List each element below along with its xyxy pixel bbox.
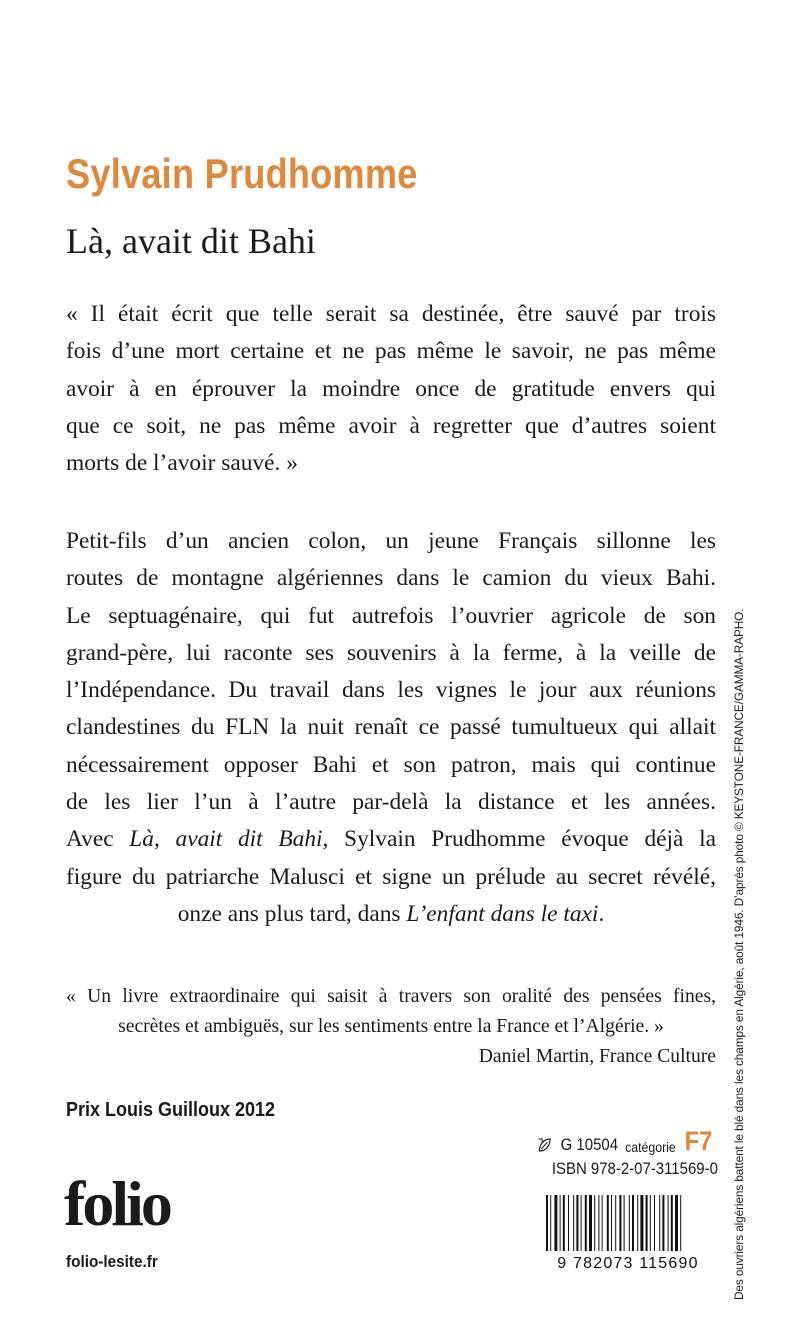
book-summary <box>66 523 716 933</box>
summary-line <box>66 821 716 858</box>
barcode-bar <box>646 1195 648 1251</box>
barcode-bar <box>602 1195 603 1251</box>
summary-line: de les lier l’un à l’autre par-delà la distance et les années. <box>66 789 716 816</box>
barcode-bar <box>629 1195 630 1251</box>
press-review <box>66 982 716 1072</box>
barcode-bar <box>619 1195 621 1251</box>
barcode <box>540 1193 716 1271</box>
summary-text: onze ans plus tard, dans <box>177 900 407 927</box>
title-reference: Là, avait dit Bahi <box>129 826 323 853</box>
opening-quote <box>66 296 716 482</box>
barcode-bar <box>573 1195 574 1251</box>
summary-text: . <box>598 900 605 927</box>
barcode-bar <box>554 1195 557 1251</box>
barcode-bar <box>568 1195 569 1251</box>
isbn: ISBN 978-2-07-311569-0 <box>551 1159 718 1178</box>
summary-line: routes de montagne algériennes dans le camion du vieux Bahi. <box>66 565 716 592</box>
website-link[interactable]: folio-lesite.fr <box>66 1252 158 1271</box>
catalog-code: G 10504 <box>560 1135 619 1154</box>
barcode-bar <box>611 1195 612 1251</box>
category-code: F7 <box>684 1126 713 1156</box>
barcode-bar <box>654 1195 655 1251</box>
barcode-bar <box>624 1195 625 1251</box>
barcode-bar <box>550 1195 551 1251</box>
barcode-bar <box>659 1195 660 1251</box>
summary-line <box>66 896 716 933</box>
catalog-codes <box>536 1128 718 1179</box>
barcode-bar <box>598 1195 599 1251</box>
barcode-bar <box>662 1195 664 1251</box>
summary-text: Avec <box>66 826 130 853</box>
barcode-bar <box>637 1195 638 1251</box>
barcode-bar <box>671 1195 673 1251</box>
barcode-bar <box>576 1195 578 1251</box>
quote-line: « Il était écrit que telle serait sa destinée, être sauvé par trois <box>66 301 716 327</box>
summary-line: Le septuagénaire, qui fut autrefois l’ouvrier agricole de son <box>66 602 716 629</box>
barcode-digits: 9 782073 115690 <box>557 1255 699 1271</box>
summary-line: nécessairement opposer Bahi et son patron, mais qui continue <box>66 751 716 778</box>
summary-line: clandestines du FLN la nuit renaît ce passé tumultueux qui allait <box>66 714 716 741</box>
barcode-bar <box>680 1195 681 1251</box>
summary-line: figure du patriarche Malusci et signe un prélude au secret révélé, <box>66 863 716 890</box>
photo-credit-text: Des ouvriers algériens battent le blé dans les champs en Algérie, août 1946. D’après photo © KEYSTONE-FRANCE/GAMMA-RAPHO. <box>732 608 746 1300</box>
barcode-bar <box>632 1195 634 1251</box>
category-label: catégorie <box>625 1139 676 1155</box>
barcode-bar <box>546 1195 548 1251</box>
summary-line: Petit-fils d’un ancien colon, un jeune Français sillonne les <box>66 528 716 554</box>
recycle-leaf-icon <box>536 1135 554 1155</box>
barcode-bar <box>563 1195 565 1251</box>
quote-line: morts de l’avoir sauvé. » <box>66 450 298 477</box>
barcode-bar <box>615 1195 616 1251</box>
summary-text: , Sylvain Prudhomme évoque déjà la <box>322 826 716 853</box>
quote-line: fois d’une mort certaine et ne pas même le savoir, ne pas même <box>66 338 716 365</box>
barcode-bar <box>560 1195 561 1251</box>
review-line: « Un livre extraordinaire qui saisit à travers son oralité des pensées fines, <box>66 986 716 1007</box>
summary-line: l’Indépendance. Du travail dans les vignes le jour aux réunions <box>66 677 716 704</box>
barcode-bar <box>589 1195 592 1251</box>
review-line: secrètes et ambiguës, sur les sentiments entre la France et l’Algérie. » <box>118 1016 664 1037</box>
summary-line: grand-père, lui raconte ses souvenirs à la ferme, à la veille de <box>66 639 716 666</box>
barcode-bar <box>581 1195 582 1251</box>
quote-line: que ce soit, ne pas même avoir à regretter que d’autres soient <box>66 412 716 439</box>
review-attribution: Daniel Martin, France Culture <box>478 1046 716 1067</box>
barcode-bar <box>650 1195 651 1251</box>
prize-label: Prix Louis Guilloux 2012 <box>66 1099 276 1121</box>
quote-line: avoir à en éprouver la moindre once de gratitude envers qui <box>66 375 716 402</box>
folio-logo: folio <box>64 1168 170 1239</box>
barcode-bar <box>607 1195 609 1251</box>
title-reference: L’enfant dans le taxi <box>406 900 599 927</box>
author-name: Sylvain Prudhomme <box>66 150 418 197</box>
book-title: Là, avait dit Bahi <box>66 221 316 261</box>
barcode-bar <box>640 1195 643 1251</box>
barcode-bar <box>594 1195 595 1251</box>
barcode-bar <box>668 1195 669 1251</box>
barcode-bar <box>675 1195 678 1251</box>
barcode-bar <box>585 1195 587 1251</box>
